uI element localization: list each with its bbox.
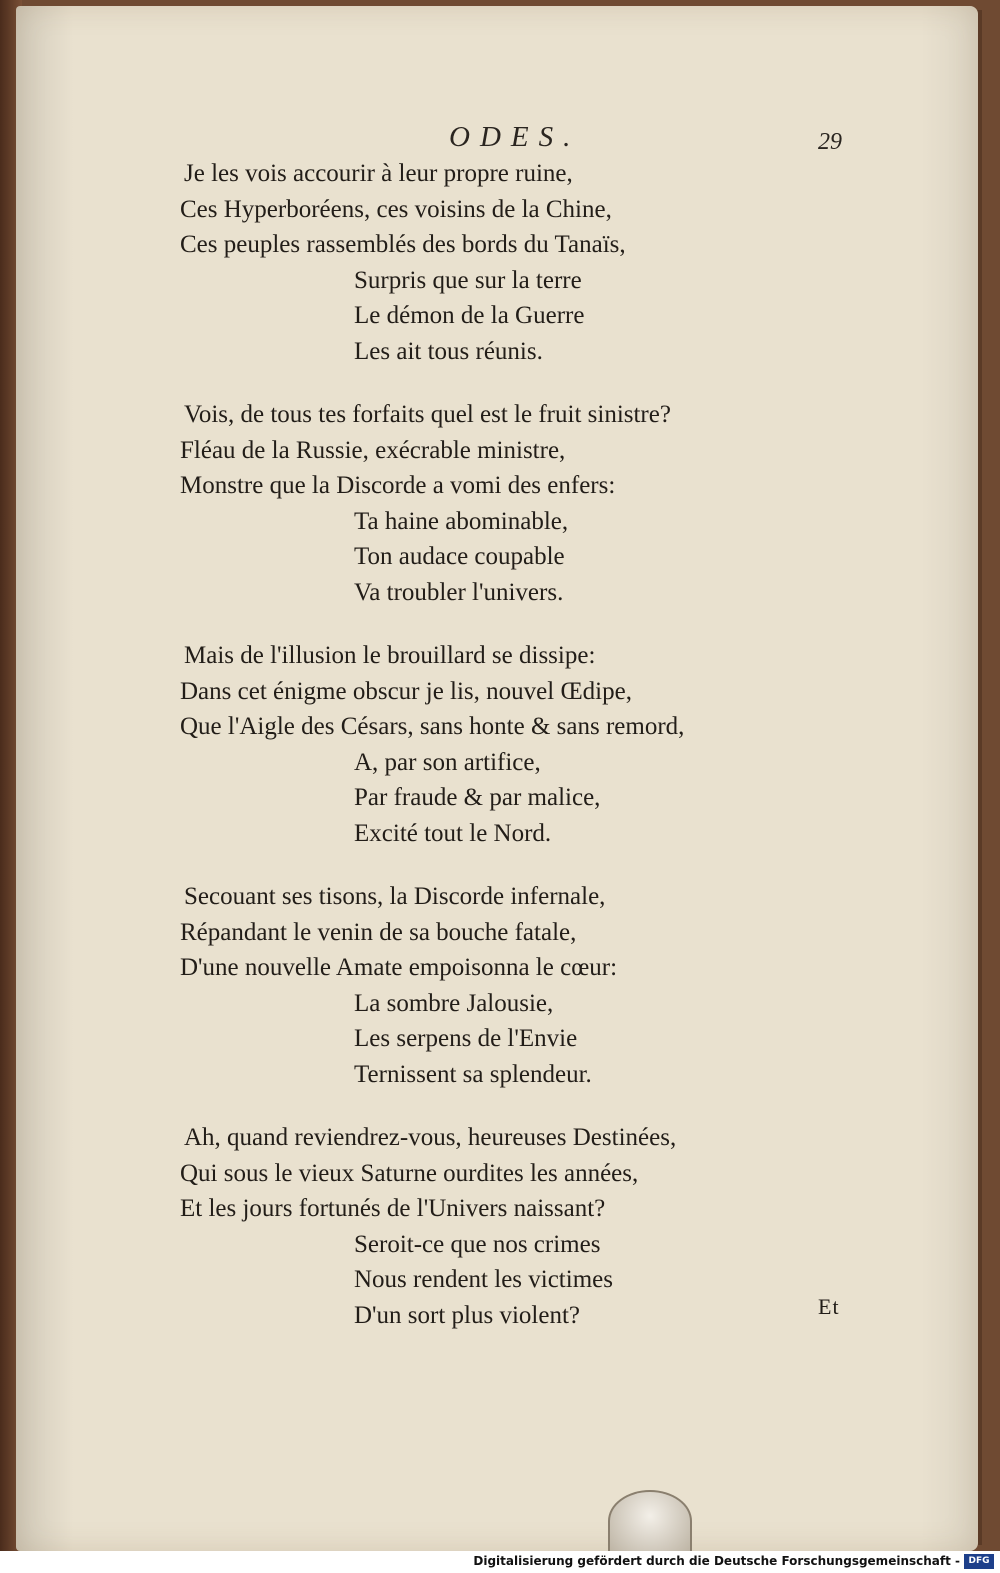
book-page — [16, 6, 978, 1551]
verse-line: Surpris que sur la terre — [354, 266, 582, 294]
verse-line: Les ait tous réunis. — [354, 337, 543, 365]
verse-line: Par fraude & par malice, — [354, 784, 601, 811]
stanza-3 — [166, 638, 866, 851]
verse-line: Que l'Aigle des Césars, sans honte & sans remord, — [180, 713, 685, 740]
verse-line: Va troubler l'univers. — [354, 578, 564, 606]
verse-line: Secouant ses tisons, la Discorde infernale, — [184, 883, 606, 910]
verse-line: Et les jours fortunés de l'Univers naissant? — [180, 1195, 606, 1222]
verse-line: Ah, quand reviendrez-vous, heureuses Destinées, — [184, 1124, 677, 1151]
stanza-2 — [166, 397, 866, 610]
verse-line: Ces peuples rassemblés des bords du Tanaïs, — [180, 231, 626, 258]
verse-line: Ces Hyperboréens, ces voisins de la Chine, — [180, 195, 612, 223]
verse-line: Je les vois accourir à leur propre ruine, — [184, 160, 573, 187]
verse-line: Seroit-ce que nos crimes — [354, 1230, 601, 1258]
page-number: 29 — [818, 129, 842, 155]
dfg-logo: DFG — [964, 1554, 994, 1569]
verse-line: Nous rendent les victimes — [354, 1266, 613, 1293]
catchword: Et — [818, 1294, 840, 1319]
verse-line: Les serpens de l'Envie — [354, 1025, 578, 1052]
verse-line: La sombre Jalousie, — [354, 989, 554, 1017]
verse-line: Ton audace coupable — [354, 543, 565, 570]
verse-line: Monstre que la Discorde a vomi des enfers: — [180, 472, 616, 499]
stanza-5 — [166, 1120, 866, 1333]
verse-line: Qui sous le vieux Saturne ourdites les années, — [180, 1159, 639, 1187]
stanza-4 — [166, 879, 866, 1092]
verse-line: Ternissent sa splendeur. — [354, 1060, 592, 1088]
verse-line: D'une nouvelle Amate empoisonna le cœur: — [180, 954, 618, 981]
verse-line: Fléau de la Russie, exécrable ministre, — [180, 436, 566, 464]
verse-line: Répandant le venin de sa bouche fatale, — [180, 918, 577, 946]
verse-line: Excité tout le Nord. — [354, 819, 552, 847]
verse-line: A, par son artifice, — [354, 748, 541, 776]
footer-credit: Digitalisierung gefördert durch die Deutsche Forschungsgemeinschaft - — [473, 1554, 960, 1568]
stanza-1 — [166, 156, 866, 369]
verse-line: Vois, de tous tes forfaits quel est le fruit sinistre? — [184, 401, 671, 428]
verse-line: Le démon de la Guerre — [354, 302, 585, 329]
verse-line: Dans cet énigme obscur je lis, nouvel Œdipe, — [180, 677, 632, 705]
book-clasp — [608, 1490, 692, 1552]
footer-band — [0, 1551, 1000, 1573]
poem-body — [166, 156, 866, 1361]
verse-line: Mais de l'illusion le brouillard se dissipe: — [184, 642, 596, 669]
verse-line: Ta haine abominable, — [354, 507, 569, 535]
verse-line: D'un sort plus violent? — [354, 1301, 581, 1329]
page-header — [16, 121, 978, 161]
running-title: ODES. — [449, 121, 581, 153]
